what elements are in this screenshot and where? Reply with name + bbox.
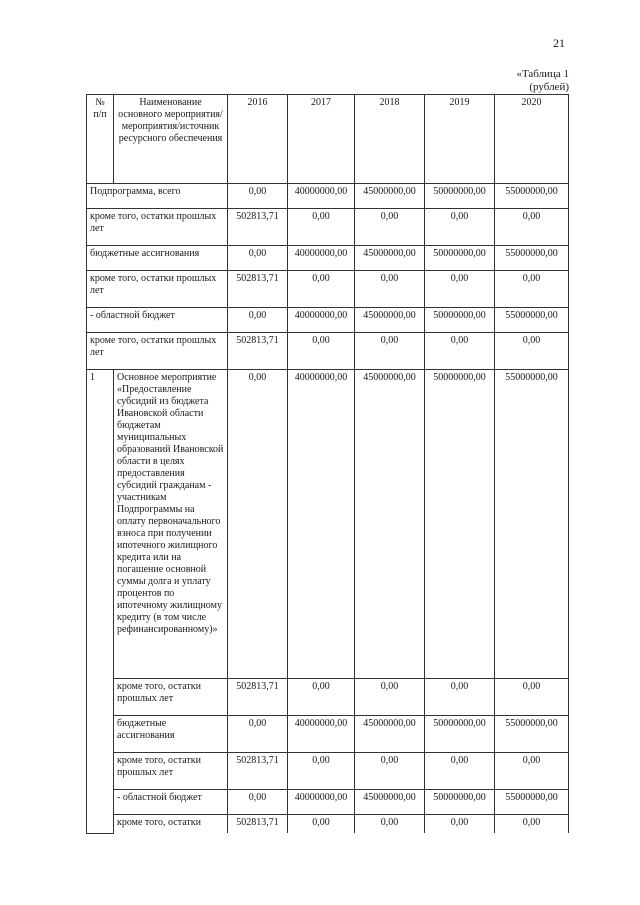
cell-value: 45000000,00 — [355, 184, 425, 209]
cell-value: 0,00 — [288, 753, 355, 790]
cell-value: 0,00 — [228, 370, 288, 679]
cell-value: 40000000,00 — [288, 308, 355, 333]
header-year: 2019 — [425, 95, 495, 184]
cell-value: 55000000,00 — [495, 790, 569, 815]
cell-value: 0,00 — [288, 679, 355, 716]
table-caption-title: «Таблица 1 — [516, 68, 569, 80]
cell-value: 0,00 — [228, 716, 288, 753]
cell-value: 0,00 — [288, 271, 355, 308]
cell-value: 0,00 — [495, 753, 569, 790]
cell-value: 0,00 — [228, 308, 288, 333]
cell-value: 55000000,00 — [495, 370, 569, 679]
cell-value: 502813,71 — [228, 209, 288, 246]
cell-value: 55000000,00 — [495, 716, 569, 753]
row-label: бюджетные ассигнования — [87, 246, 228, 271]
cell-value: 0,00 — [288, 333, 355, 370]
cell-value: 45000000,00 — [355, 370, 425, 679]
cell-value: 0,00 — [495, 679, 569, 716]
cell-value: 0,00 — [288, 209, 355, 246]
budget-table — [86, 94, 569, 834]
row-label: кроме того, остатки прошлых лет — [114, 753, 228, 790]
cell-value: 0,00 — [228, 790, 288, 815]
cell-value: 40000000,00 — [288, 246, 355, 271]
table-caption — [516, 68, 569, 94]
row-label: кроме того, остатки прошлых лет — [87, 209, 228, 246]
cell-value: 45000000,00 — [355, 308, 425, 333]
cell-value: 0,00 — [425, 753, 495, 790]
table-row — [87, 333, 569, 370]
cell-value: 55000000,00 — [495, 308, 569, 333]
cell-value: 50000000,00 — [425, 716, 495, 753]
header-year: 2017 — [288, 95, 355, 184]
cell-value: 0,00 — [228, 184, 288, 209]
cell-value: 0,00 — [495, 333, 569, 370]
table-row — [87, 679, 569, 716]
cell-value: 50000000,00 — [425, 308, 495, 333]
cell-value: 40000000,00 — [288, 370, 355, 679]
main-event-num: 1 — [87, 370, 114, 834]
cell-value: 502813,71 — [228, 753, 288, 790]
cell-value: 45000000,00 — [355, 790, 425, 815]
table-row — [87, 716, 569, 753]
cell-value: 50000000,00 — [425, 370, 495, 679]
table-row — [87, 308, 569, 333]
table-header-row — [87, 95, 569, 184]
cell-value: 0,00 — [425, 271, 495, 308]
row-label: бюджетные ассигнования — [114, 716, 228, 753]
header-name: Наименование основного мероприятия/мероприятия/источник ресурсного обеспечения — [114, 95, 228, 184]
cell-value: 40000000,00 — [288, 716, 355, 753]
cell-value: 0,00 — [425, 333, 495, 370]
table-caption-units: (рублей) — [529, 81, 569, 93]
cell-value: 0,00 — [425, 209, 495, 246]
cell-value: 502813,71 — [228, 679, 288, 716]
row-label: кроме того, остатки — [114, 815, 228, 834]
row-label: - областной бюджет — [87, 308, 228, 333]
cell-value: 45000000,00 — [355, 246, 425, 271]
table-row — [87, 753, 569, 790]
table-row — [87, 790, 569, 815]
cell-value: 0,00 — [355, 679, 425, 716]
row-label: Подпрограмма, всего — [87, 184, 228, 209]
cell-value: 0,00 — [228, 246, 288, 271]
cell-value: 502813,71 — [228, 815, 288, 834]
cell-value: 502813,71 — [228, 271, 288, 308]
cell-value: 0,00 — [355, 271, 425, 308]
cell-value: 55000000,00 — [495, 246, 569, 271]
cell-value: 0,00 — [495, 271, 569, 308]
cell-value: 0,00 — [288, 815, 355, 834]
cell-value: 0,00 — [425, 679, 495, 716]
cell-value: 0,00 — [425, 815, 495, 834]
main-event-row — [87, 370, 569, 679]
cell-value: 502813,71 — [228, 333, 288, 370]
cell-value: 40000000,00 — [288, 184, 355, 209]
table-row — [87, 209, 569, 246]
row-label: кроме того, остатки прошлых лет — [87, 271, 228, 308]
cell-value: 55000000,00 — [495, 184, 569, 209]
header-num: № п/п — [87, 95, 114, 184]
table-row — [87, 271, 569, 308]
cell-value: 0,00 — [355, 815, 425, 834]
row-label: кроме того, остатки прошлых лет — [87, 333, 228, 370]
header-year: 2018 — [355, 95, 425, 184]
page-number: 21 — [553, 36, 565, 50]
cell-value: 50000000,00 — [425, 184, 495, 209]
cell-value: 40000000,00 — [288, 790, 355, 815]
cell-value: 0,00 — [355, 209, 425, 246]
table-row — [87, 815, 569, 834]
cell-value: 50000000,00 — [425, 246, 495, 271]
row-label: кроме того, остатки прошлых лет — [114, 679, 228, 716]
cell-value: 45000000,00 — [355, 716, 425, 753]
header-year: 2020 — [495, 95, 569, 184]
table-row — [87, 184, 569, 209]
cell-value: 0,00 — [355, 333, 425, 370]
row-label: - областной бюджет — [114, 790, 228, 815]
header-year: 2016 — [228, 95, 288, 184]
main-event-label: Основное мероприятие «Предоставление субсидий из бюджета Ивановской области бюджетам муниципальных образований Ивановской области в целях предоставления субсидий гражданам - участникам Подпрограммы на оплату первоначального взноса при получении ипотечного жилищного кредита или на погашение основной суммы долга и уплату процентов по ипотечному жилищному кредиту (в том числе рефинансированному)» — [114, 370, 228, 679]
cell-value: 50000000,00 — [425, 790, 495, 815]
table-row — [87, 246, 569, 271]
cell-value: 0,00 — [495, 815, 569, 834]
cell-value: 0,00 — [495, 209, 569, 246]
cell-value: 0,00 — [355, 753, 425, 790]
